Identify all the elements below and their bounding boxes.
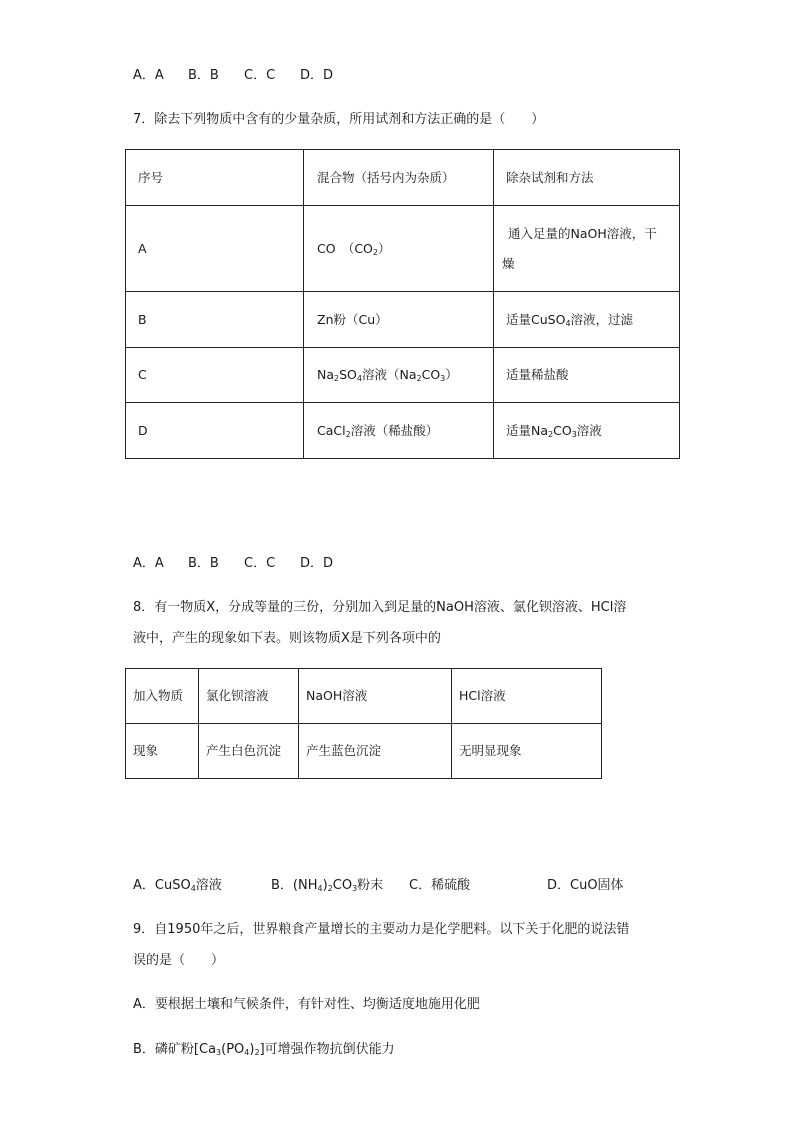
option-b: B．B [188, 68, 219, 83]
option-a: A．A [133, 68, 164, 83]
header-cell: 氯化钡溶液 [199, 669, 299, 724]
option-b: B．B [188, 556, 219, 571]
option-d: D．D [300, 68, 334, 83]
q8-stem-line2: 液中，产生的现象如下表。则该物质X是下列各项中的 [133, 631, 441, 646]
q9-stem-line2: 误的是（ ） [133, 953, 225, 968]
q7-stem: 7．除去下列物质中含有的少量杂质，所用试剂和方法正确的是（ ） [133, 112, 545, 127]
table-row [126, 348, 680, 403]
option-d: D．CuO固体 [547, 878, 624, 893]
header-cell: HCl溶液 [452, 669, 602, 724]
table-row [126, 724, 602, 779]
table-row [126, 403, 680, 459]
table-cell: 产生白色沉淀 [199, 724, 299, 779]
table-header-row [126, 669, 602, 724]
row-mixture: CO $(CO_2)$ [304, 206, 494, 292]
table-row [126, 206, 680, 292]
row-mixture: CaCl$_2$溶液（稀盐酸） [304, 403, 494, 459]
row-method: 通入足量的NaOH溶液，干 燥 [494, 206, 680, 292]
option-c: C．C [244, 556, 276, 571]
header-cell: 序号 [126, 150, 304, 206]
option-b: B．$(NH_4)_2CO_3$粉末 [271, 878, 384, 893]
option-c: C．稀硫酸 [409, 878, 471, 893]
q6-options [133, 66, 333, 86]
row-id: D [126, 403, 304, 459]
q9-option-a: A．要根据土壤和气候条件，有针对性、均衡适度地施用化肥 [133, 997, 480, 1012]
row-mixture: Zn粉（Cu） [304, 292, 494, 348]
header-cell: 混合物（括号内为杂质） [304, 150, 494, 206]
option-a: A．A [133, 556, 164, 571]
row-id: C [126, 348, 304, 403]
row-method: 适量稀盐酸 [494, 348, 680, 403]
header-cell: 加入物质 [126, 669, 199, 724]
q7-table [125, 149, 680, 459]
row-mixture: $Na_2SO_4$溶液$(Na_2CO_3)$ [304, 348, 494, 403]
q9-stem-line1: 9．自1950年之后，世界粮食产量增长的主要动力是化学肥料。以下关于化肥的说法错 [133, 922, 630, 937]
header-cell: 除杂试剂和方法 [494, 150, 680, 206]
table-cell: 现象 [126, 724, 199, 779]
row-id: A [126, 206, 304, 292]
q7-options [133, 554, 333, 574]
table-row [126, 292, 680, 348]
row-method: 适量$Na_2CO_3$溶液 [494, 403, 680, 459]
option-c: C．C [244, 68, 276, 83]
q8-options [133, 876, 624, 896]
header-cell: NaOH溶液 [299, 669, 452, 724]
row-method: 适量CuSO$_4$溶液，过滤 [494, 292, 680, 348]
table-cell: 无明显现象 [452, 724, 602, 779]
row-id: B [126, 292, 304, 348]
option-a: A．CuSO$_4$溶液 [133, 878, 222, 893]
option-d: D．D [300, 556, 334, 571]
q8-table [125, 668, 602, 779]
table-cell: 产生蓝色沉淀 [299, 724, 452, 779]
q8-stem-line1: 8．有一物质X，分成等量的三份，分别加入到足量的NaOH溶液、氯化钡溶液、HCl溶 [133, 600, 627, 615]
q9-option-b: B．磷矿粉$[Ca_3(PO_4)_2]$可增强作物抗倒伏能力 [133, 1042, 395, 1057]
table-header-row [126, 150, 680, 206]
